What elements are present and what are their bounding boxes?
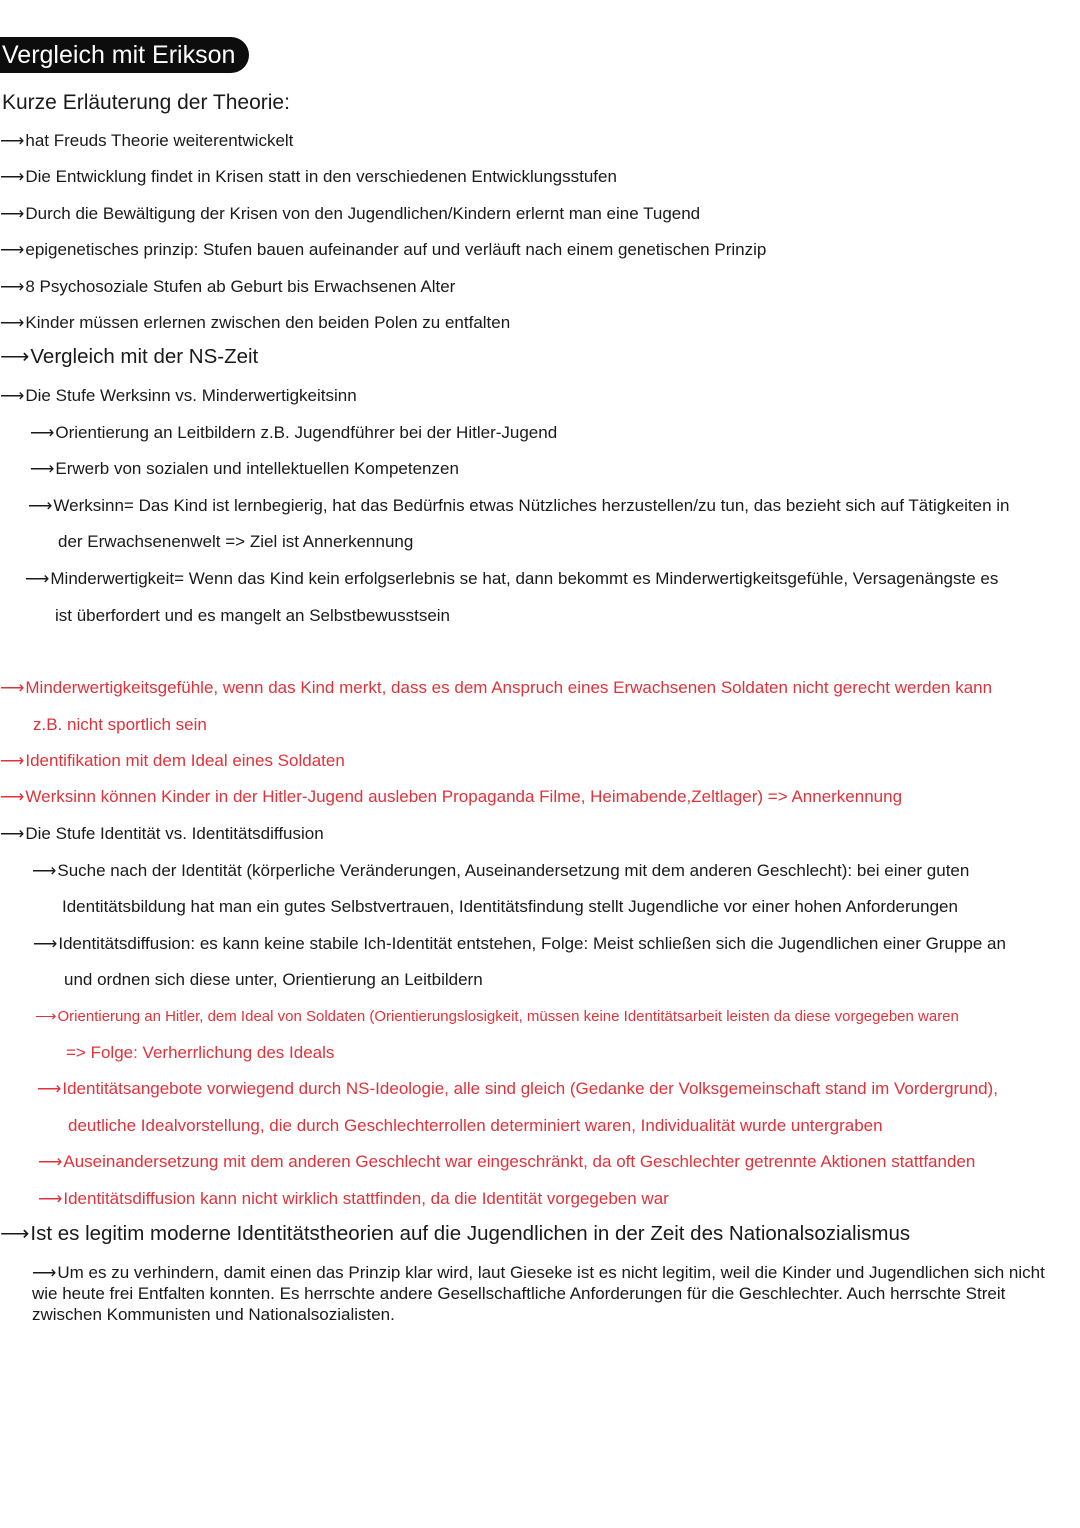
note-line-text: 8 Psychosoziale Stufen ab Geburt bis Erwachsenen Alter [25,277,456,296]
arrow-right-icon: ⟶ [37,1079,62,1098]
note-line [0,312,510,334]
note-line-text: Durch die Bewältigung der Krisen von den Jugendlichen/Kindern erlernt man eine Tugend [25,204,701,223]
arrow-right-icon: ⟶ [0,204,25,223]
note-line [62,896,958,918]
note-line [38,1188,669,1210]
note-line-text: Suche nach der Identität (körperliche Veränderungen, Auseinandersetzung mit dem anderen Geschlecht): bei einer guten [57,861,970,880]
note-line [30,458,459,480]
note-line [32,1262,1066,1325]
note-line [64,969,483,991]
note-line [28,495,1010,517]
arrow-right-icon: ⟶ [0,824,25,843]
note-line [33,933,1006,955]
arrow-right-icon: ⟶ [0,240,25,259]
note-line [0,276,455,298]
arrow-right-icon: ⟶ [0,277,25,296]
note-line [32,860,969,882]
note-line-text: Orientierung an Leitbildern z.B. Jugendführer bei der Hitler-Jugend [55,423,558,442]
note-line-text: Orientierung an Hitler, dem Ideal von Soldaten (Orientierungslosigkeit, müssen keine Identitätsarbeit leisten da diese vorgegeben waren [57,1008,959,1025]
note-line [25,568,998,590]
arrow-right-icon: ⟶ [28,496,53,515]
arrow-right-icon: ⟶ [32,861,57,880]
note-line-text: Vergleich mit der NS-Zeit [30,345,259,368]
note-line [0,786,902,808]
arrow-right-icon: ⟶ [0,345,30,368]
note-line [0,166,617,188]
arrow-right-icon: ⟶ [0,678,25,697]
note-line [0,1223,910,1245]
note-line [68,1115,883,1137]
note-line [0,677,992,699]
note-line-text: der Erwachsenenwelt => Ziel ist Annerkennung [58,532,414,551]
note-line-text: Die Stufe Identität vs. Identitätsdiffusion [25,824,324,843]
note-line [33,714,207,736]
note-line [66,1042,334,1064]
note-line-text: Werksinn können Kinder in der Hitler-Jugend ausleben Propaganda Filme, Heimabende,Zeltlager) => Annerkennung [25,787,903,806]
note-line [0,823,324,845]
page-title: Vergleich mit Erikson [0,37,249,73]
note-line [37,1078,998,1100]
note-line-text: Werksinn= Das Kind ist lernbegierig, hat das Bedürfnis etwas Nützliches herzustellen/zu tun, das bezieht sich auf Tätigkeiten in [53,496,1010,515]
arrow-right-icon: ⟶ [0,386,25,405]
note-line-text: deutliche Idealvorstellung, die durch Geschlechterrollen determiniert waren, Individualität wurde untergraben [68,1116,883,1135]
note-line-text: Identifikation mit dem Ideal eines Soldaten [25,751,345,770]
note-line-text: ist überfordert und es mangelt an Selbstbewusstsein [55,606,451,625]
note-line [0,239,766,261]
note-line-text: Erwerb von sozialen und intellektuellen Kompetenzen [55,459,459,478]
arrow-right-icon: ⟶ [0,131,25,150]
note-line [30,422,557,444]
note-line-text: Auseinandersetzung mit dem anderen Geschlecht war eingeschränkt, da oft Geschlechter getrennte Aktionen stattfanden [63,1152,976,1171]
note-line [55,605,450,627]
note-line [0,346,258,368]
arrow-right-icon: ⟶ [38,1152,63,1171]
arrow-right-icon: ⟶ [33,934,58,953]
note-line-text: Kinder müssen erlernen zwischen den beiden Polen zu entfalten [25,313,511,332]
note-line [38,1151,975,1173]
note-line-text: Identitätsangebote vorwiegend durch NS-Ideologie, alle sind gleich (Gedanke der Volksgemeinschaft stand im Vordergrund), [62,1079,998,1098]
arrow-right-icon: ⟶ [30,423,55,442]
note-line-text: Um es zu verhindern, damit einen das Prinzip klar wird, laut Gieseke ist es nicht legitim, weil die Kinder und Jugendlichen sich nicht wie heute frei Entfalten konnten. Es herrschte andere Gesellschaftliche Anforderungen für die Geschlechter. Auch herrschte Streit zwischen Kommunisten und Nationalsozialisten. [32,1263,1045,1324]
note-line [0,385,357,407]
arrow-right-icon: ⟶ [38,1189,63,1208]
note-line-text: Identitätsdiffusion kann nicht wirklich stattfinden, da die Identität vorgegeben war [63,1189,669,1208]
note-line-text: und ordnen sich diese unter, Orientierung an Leitbildern [64,970,483,989]
note-line-text: epigenetisches prinzip: Stufen bauen aufeinander auf und verläuft nach einem genetischen Prinzip [25,240,767,259]
arrow-right-icon: ⟶ [32,1263,57,1282]
arrow-right-icon: ⟶ [0,313,25,332]
note-line [35,1006,959,1028]
arrow-right-icon: ⟶ [0,787,25,806]
subtitle: Kurze Erläuterung der Theorie: [2,91,290,114]
note-line-text: Minderwertigkeitsgefühle, wenn das Kind merkt, dass es dem Anspruch eines Erwachsenen Soldaten nicht gerecht werden kann [25,678,993,697]
arrow-right-icon: ⟶ [0,1222,30,1245]
note-line [58,531,413,553]
arrow-right-icon: ⟶ [30,459,55,478]
arrow-right-icon: ⟶ [0,167,25,186]
arrow-right-icon: ⟶ [25,569,50,588]
note-line-text: Minderwertigkeit= Wenn das Kind kein erfolgserlebnis se hat, dann bekommt es Minderwertigkeitsgefühle, Versagenängste es [50,569,999,588]
note-line [0,750,345,772]
note-line [0,130,293,152]
note-line [0,203,700,225]
note-line-text: z.B. nicht sportlich sein [33,715,207,734]
note-line-text: Die Entwicklung findet in Krisen statt in den verschiedenen Entwicklungsstufen [25,167,617,186]
note-line-text: Ist es legitim moderne Identitätstheorien auf die Jugendlichen in der Zeit des Nationalsozialismus [30,1222,911,1245]
note-line-text: => Folge: Verherrlichung des Ideals [66,1043,335,1062]
note-line-text: Die Stufe Werksinn vs. Minderwertigkeitsinn [25,386,357,405]
note-line-text: Identitätsdiffusion: es kann keine stabile Ich-Identität entstehen, Folge: Meist schließen sich die Jugendlichen einer Gruppe an [58,934,1006,953]
note-line-text: hat Freuds Theorie weiterentwickelt [25,131,294,150]
arrow-right-icon: ⟶ [35,1008,57,1025]
note-line-text: Identitätsbildung hat man ein gutes Selbstvertrauen, Identitätsfindung stellt Jugendliche vor einer hohen Anforderungen [62,897,958,916]
arrow-right-icon: ⟶ [0,751,25,770]
